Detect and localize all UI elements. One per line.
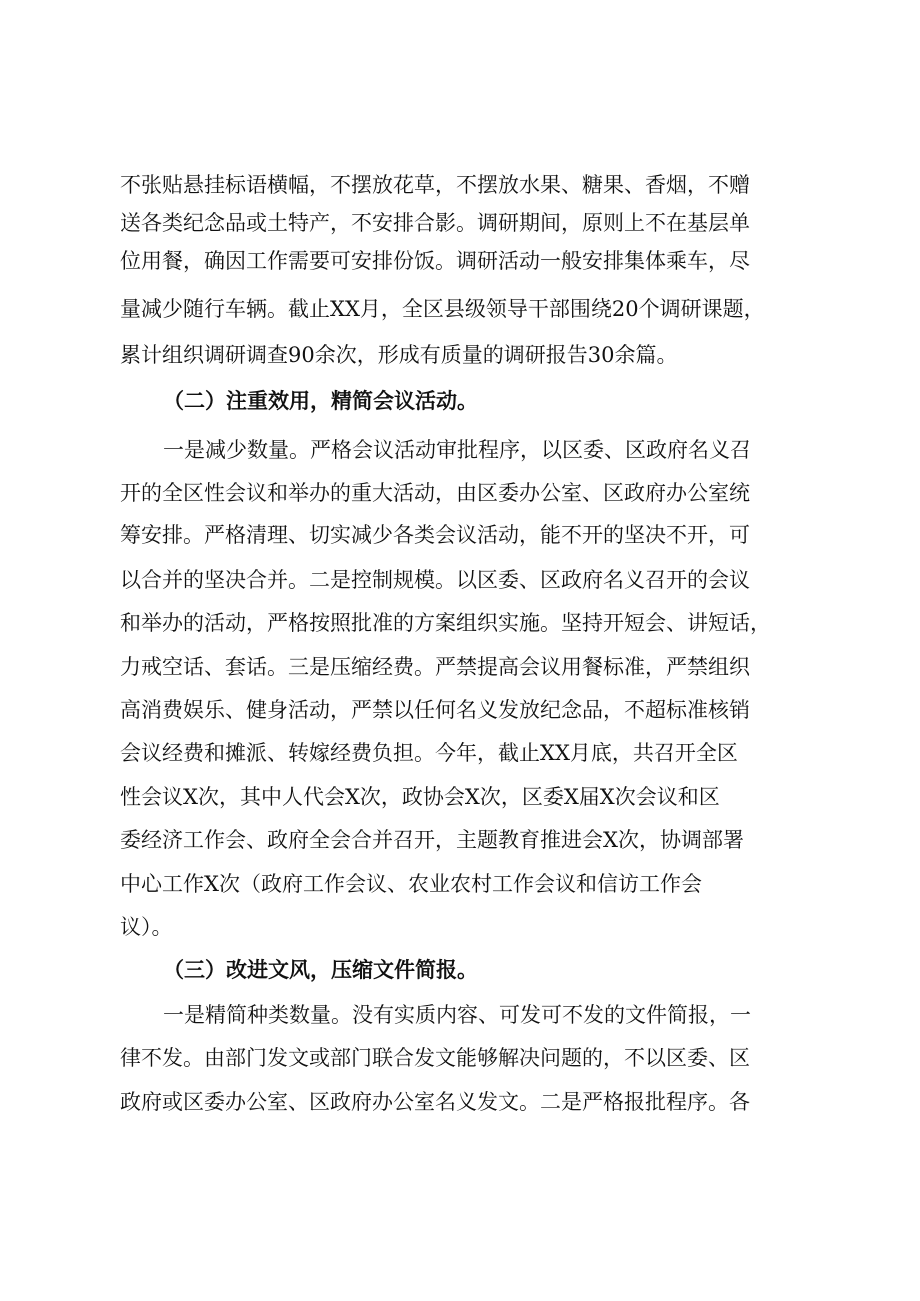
section-heading-2: （二）注重效用，精简会议活动。 bbox=[163, 389, 478, 413]
body-text-line: 量减少随行车辆。截止XX月，全区县级领导干部围绕20个调研课题， bbox=[120, 297, 765, 321]
body-text-line: 以合并的坚决合并。二是控制规模。以区委、区政府名义召开的会议 bbox=[120, 568, 750, 592]
section-heading-3: （三）改进文风，压缩文件简报。 bbox=[163, 958, 478, 982]
body-text-line: 议）。 bbox=[120, 915, 173, 939]
body-text-line: 律不发。由部门发文或部门联合发文能够解决问题的，不以区委、区 bbox=[120, 1046, 750, 1070]
body-text-line: 送各类纪念品或土特产，不安排合影。调研期间，原则上不在基层单 bbox=[120, 211, 750, 235]
body-text-line: 会议经费和摊派、转嫁经费负担。今年，截止XX月底，共召开全区 bbox=[120, 741, 738, 765]
body-text-line: 中心工作X次（政府工作会议、农业农村工作会议和信访工作会 bbox=[120, 872, 702, 896]
body-text-line: 高消费娱乐、健身活动，严禁以任何名义发放纪念品，不超标准核销 bbox=[120, 698, 750, 722]
body-text-line: 开的全区性会议和举办的重大活动，由区委办公室、区政府办公室统 bbox=[120, 481, 750, 505]
body-text-line: 和举办的活动，严格按照批准的方案组织实施。坚持开短会、讲短话， bbox=[120, 611, 771, 635]
body-text-line: 性会议X次，其中人代会X次，政协会X次，区委X届X次会议和区 bbox=[120, 785, 720, 809]
body-text-line: 一是减少数量。严格会议活动审批程序，以区委、区政府名义召 bbox=[163, 438, 751, 462]
body-text-line: 筹安排。严格清理、切实减少各类会议活动，能不开的坚决不开，可 bbox=[120, 523, 750, 547]
body-text-line: 不张贴悬挂标语横幅，不摆放花草，不摆放水果、糖果、香烟，不赠 bbox=[120, 173, 750, 197]
body-text-line: 一是精简种类数量。没有实质内容、可发可不发的文件简报，一 bbox=[163, 1003, 751, 1027]
body-text-line: 位用餐，确因工作需要可安排份饭。调研活动一般安排集体乘车，尽 bbox=[120, 249, 750, 273]
body-text-line: 累计组织调研调查90余次，形成有质量的调研报告30余篇。 bbox=[120, 343, 678, 367]
body-text-line: 力戒空话、套话。三是压缩经费。严禁提高会议用餐标准，严禁组织 bbox=[120, 655, 750, 679]
body-text-line: 委经济工作会、政府全会合并召开，主题教育推进会X次，协调部署 bbox=[120, 828, 744, 852]
body-text-line: 政府或区委办公室、区政府办公室名义发文。二是严格报批程序。各 bbox=[120, 1090, 750, 1114]
